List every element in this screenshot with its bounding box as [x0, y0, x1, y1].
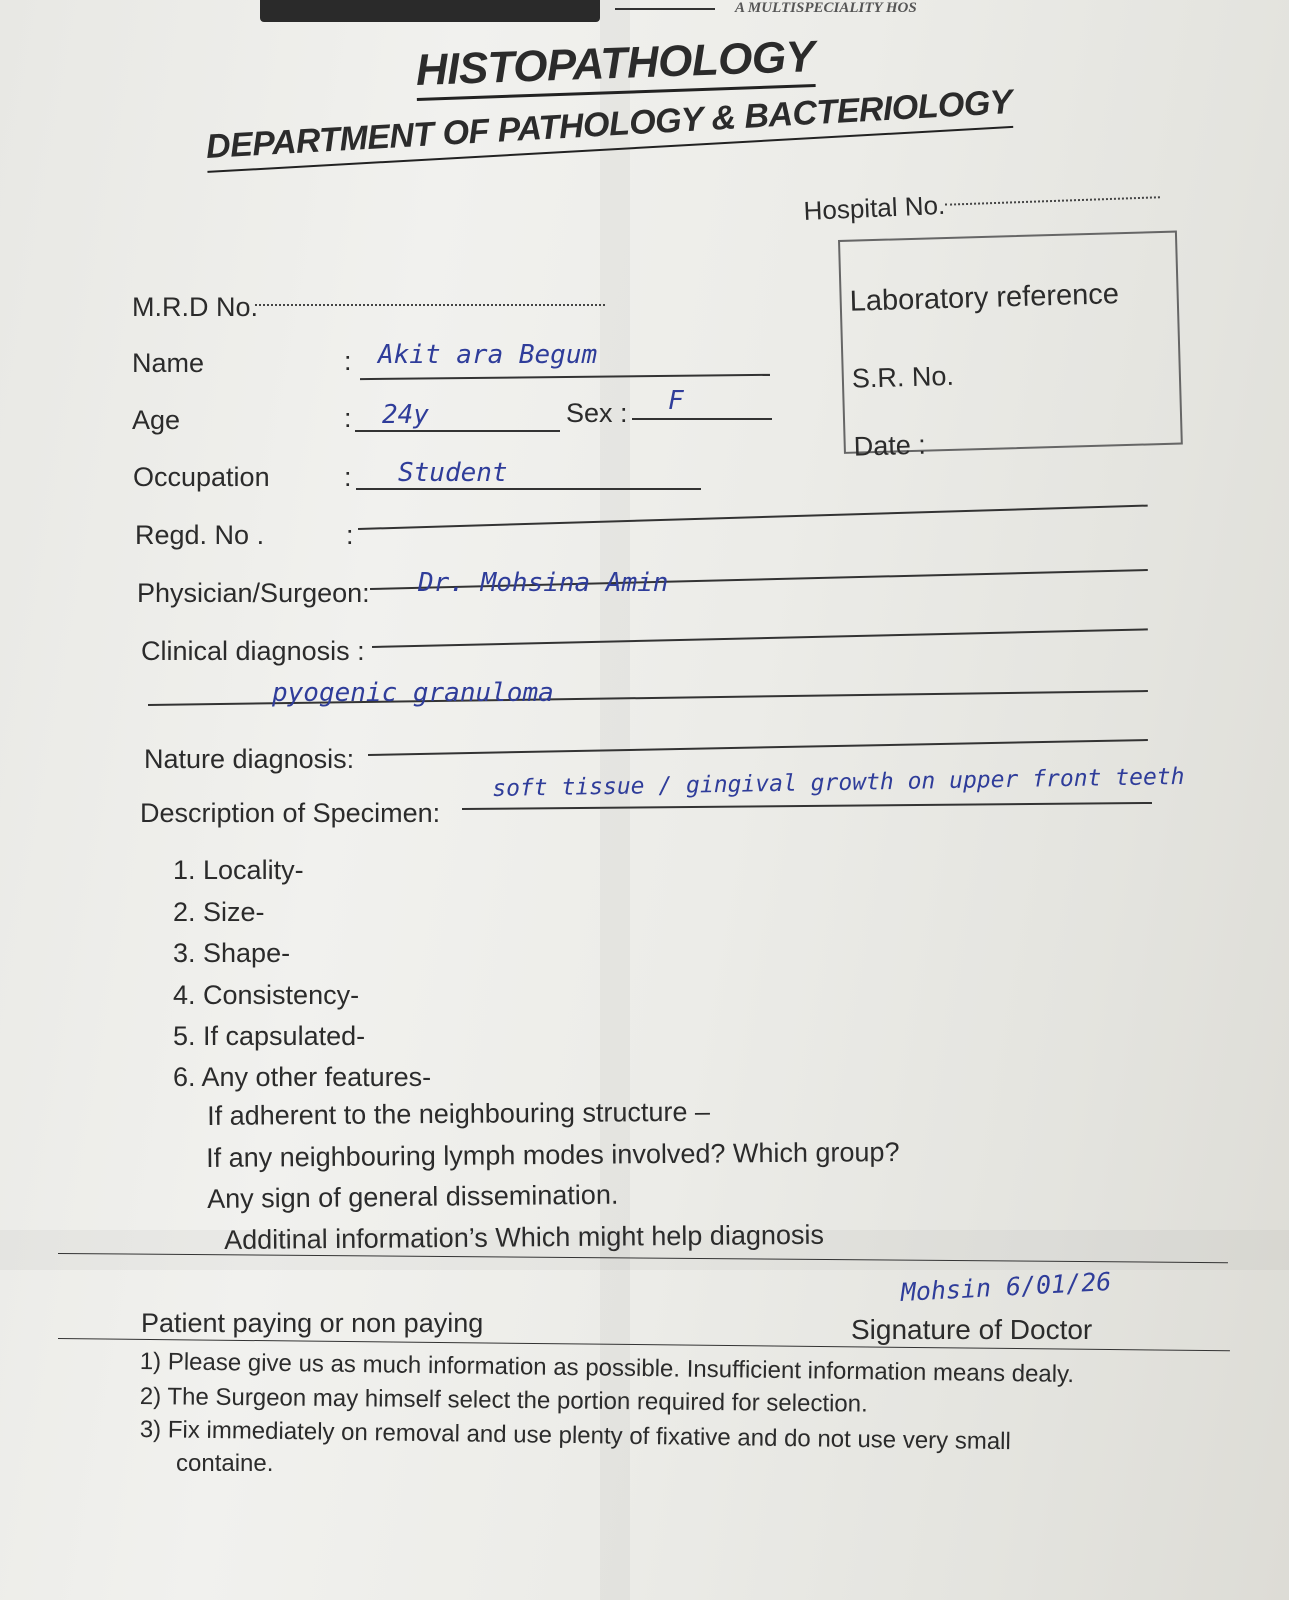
name-colon: :	[344, 346, 352, 376]
clinical-diagnosis-label: Clinical diagnosis :	[141, 636, 365, 666]
page-title: HISTOPATHOLOGY	[415, 32, 815, 101]
age-colon: :	[344, 403, 352, 433]
sub-item: Any sign of general dissemination.	[207, 1179, 619, 1214]
list-item: 6. Any other features-	[173, 1062, 432, 1092]
header-top-text: A MULTISPECIALITY HOS	[735, 0, 917, 16]
specimen-description-label: Description of Specimen:	[140, 798, 441, 828]
hospital-no-field[interactable]	[945, 196, 1160, 206]
nature-diagnosis-field[interactable]	[368, 739, 1148, 756]
sub-item: If adherent to the neighbouring structure –	[207, 1096, 711, 1131]
specimen-description-field[interactable]	[462, 802, 1152, 810]
additional-info-label: Additinal information’s Which might help diagnosis	[224, 1219, 825, 1255]
clinical-diagnosis-value: pyogenic granuloma	[272, 678, 554, 708]
occupation-colon: :	[344, 462, 352, 492]
age-value: 24y	[382, 400, 429, 430]
hospital-no-label: Hospital No.	[803, 189, 946, 226]
paying-label: Patient paying or non paying	[141, 1308, 484, 1338]
note-item: 3) Fix immediately on removal and use plenty of fixative and do not use very small	[139, 1416, 1011, 1456]
signature-label: Signature of Doctor	[851, 1314, 1093, 1345]
lab-date-label: Date :	[853, 429, 927, 462]
doctor-signature: Mohsin 6/01/26	[900, 1266, 1112, 1307]
name-value: Akit ara Begum	[378, 340, 598, 370]
laboratory-reference-box	[838, 231, 1183, 462]
regd-no-field[interactable]	[358, 505, 1148, 530]
age-field[interactable]	[355, 430, 560, 432]
mrd-no-field[interactable]	[255, 304, 605, 306]
lab-reference-heading: Laboratory reference	[849, 278, 1120, 318]
occupation-field[interactable]	[356, 488, 701, 490]
name-label: Name	[132, 348, 205, 378]
regd-no-label: Regd. No .	[135, 520, 265, 550]
physician-label: Physician/Surgeon:	[137, 578, 370, 608]
sr-no-label: S.R. No.	[851, 360, 955, 394]
clinical-diagnosis-field[interactable]	[372, 628, 1148, 648]
sex-value: F	[668, 386, 684, 416]
physician-value: Dr. Mohsina Amin	[418, 568, 669, 598]
header-rule	[615, 8, 715, 10]
list-item: 3. Shape-	[173, 938, 291, 968]
regd-no-colon: :	[346, 520, 354, 550]
header-logo-band	[260, 0, 600, 22]
occupation-value: Student	[398, 458, 508, 488]
list-item: 4. Consistency-	[173, 980, 360, 1010]
age-label: Age	[132, 405, 181, 435]
name-field[interactable]	[360, 374, 770, 380]
nature-diagnosis-label: Nature diagnosis:	[144, 744, 355, 774]
list-item: 2. Size-	[173, 897, 265, 927]
sex-field[interactable]	[632, 418, 772, 420]
specimen-description-value: soft tissue / gingival growth on upper front teeth	[492, 763, 1185, 802]
mrd-no-label: M.R.D No.	[132, 292, 259, 322]
department-heading: DEPARTMENT OF PATHOLOGY & BACTERIOLOGY	[205, 83, 1013, 173]
list-item: 1. Locality-	[173, 855, 304, 885]
sex-label: Sex :	[566, 398, 628, 428]
note-item: containe.	[176, 1450, 274, 1477]
sub-item: If any neighbouring lymph modes involved? Which group?	[206, 1136, 900, 1173]
note-item: 2) The Surgeon may himself select the portion required for selection.	[139, 1383, 868, 1418]
occupation-label: Occupation	[133, 462, 270, 492]
list-item: 5. If capsulated-	[173, 1021, 366, 1051]
note-item: 1) Please give us as much information as possible. Insufficient information means dealy.	[139, 1348, 1075, 1389]
